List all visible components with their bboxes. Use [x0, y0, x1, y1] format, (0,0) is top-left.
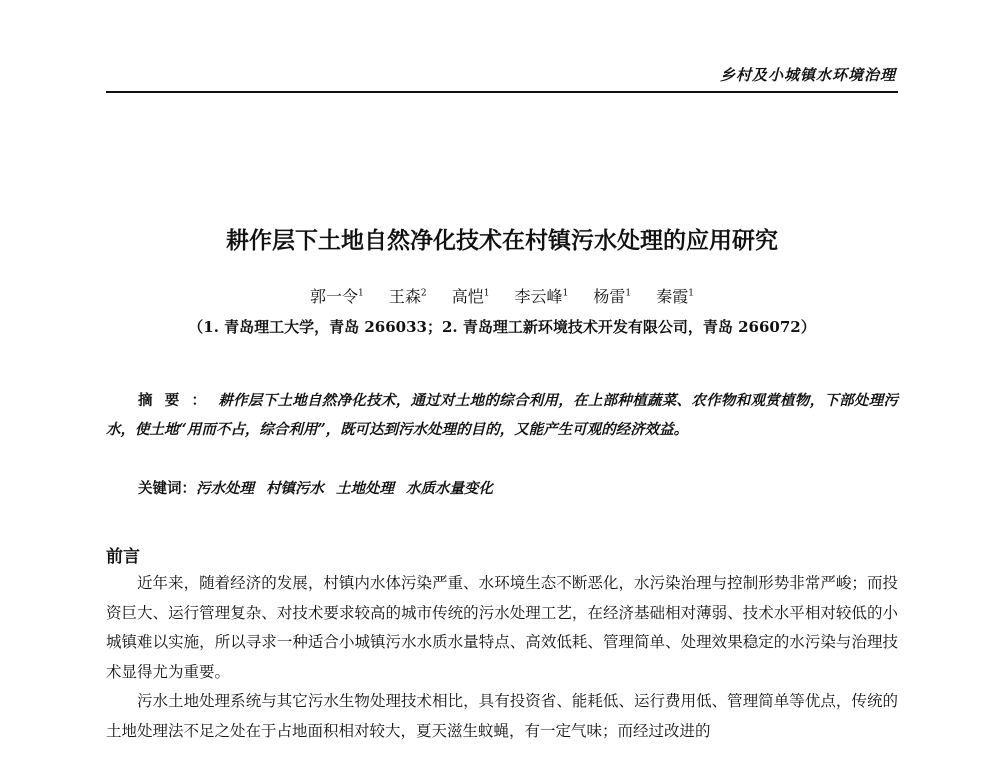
paragraph: 近年来，随着经济的发展，村镇内水体污染严重、水环境生态不断恶化，水污染治理与控制形势非常严峻；而投资巨大、运行管理复杂、对技术要求较高的城市传统的污水处理工艺，在经济基础相对薄弱、技术水平相对较低的小城镇难以实施，所以寻求一种适合小城镇污水水质水量特点、高效低耗、管理简单、处理效果稳定的水污染与治理技术显得尤为重要。: [106, 574, 898, 681]
affiliation-mark: 2: [420, 288, 427, 299]
author: [389, 287, 427, 306]
abstract: [106, 386, 898, 444]
running-header: 乡村及小城镇水环境治理: [719, 66, 896, 84]
paragraph: 污水土地处理系统与其它污水生物处理技术相比，具有投资省、能耗低、运行费用低、管理简单等优点，传统的土地处理法不足之处在于占地面积相对较大，夏天滋生蚊蝇，有一定气味；而经过改进的: [106, 692, 898, 740]
keyword: 土地处理: [336, 480, 394, 497]
author: [593, 287, 631, 306]
author-name: 高恺: [451, 287, 484, 306]
author-name: 秦霞: [656, 287, 689, 306]
author: [656, 287, 694, 306]
affiliation-mark: 1: [483, 288, 490, 299]
author: [310, 287, 364, 306]
affiliation-mark: 1: [625, 288, 632, 299]
section-body: [106, 569, 898, 746]
abstract-label: 摘要：: [138, 392, 219, 409]
keywords: [138, 477, 505, 498]
author-name: 杨雷: [593, 287, 626, 306]
section-heading: 前言: [106, 547, 140, 567]
affiliation-mark: 1: [358, 288, 364, 299]
keyword: 村镇污水: [266, 480, 324, 497]
author-name: 郭一令: [310, 287, 359, 306]
author-name: 王森: [388, 287, 421, 306]
paper-title: 耕作层下土地自然净化技术在村镇污水处理的应用研究: [226, 228, 778, 254]
affiliation-mark: 1: [688, 288, 694, 299]
author-list: [106, 284, 898, 307]
author: [515, 287, 569, 306]
keyword: 水质水量变化: [406, 480, 493, 497]
author-name: 李云峰: [514, 287, 563, 306]
keyword: 污水处理: [196, 480, 254, 497]
abstract-text: 耕作层下土地自然净化技术，通过对土地的综合利用，在上部种植蔬菜、农作物和观赏植物，下部处理污水，使土地“用而不占，综合利用”，既可达到污水处理的目的，又能产生可观的经济效益。: [106, 392, 898, 438]
affiliation: （1. 青岛理工大学，青岛 266033；2. 青岛理工新环境技术开发有限公司，青岛 266072）: [188, 318, 816, 336]
header-rule: [106, 91, 898, 93]
affiliation-mark: 1: [562, 288, 569, 299]
keywords-label: 关键词：: [138, 480, 196, 497]
author: [452, 287, 490, 306]
